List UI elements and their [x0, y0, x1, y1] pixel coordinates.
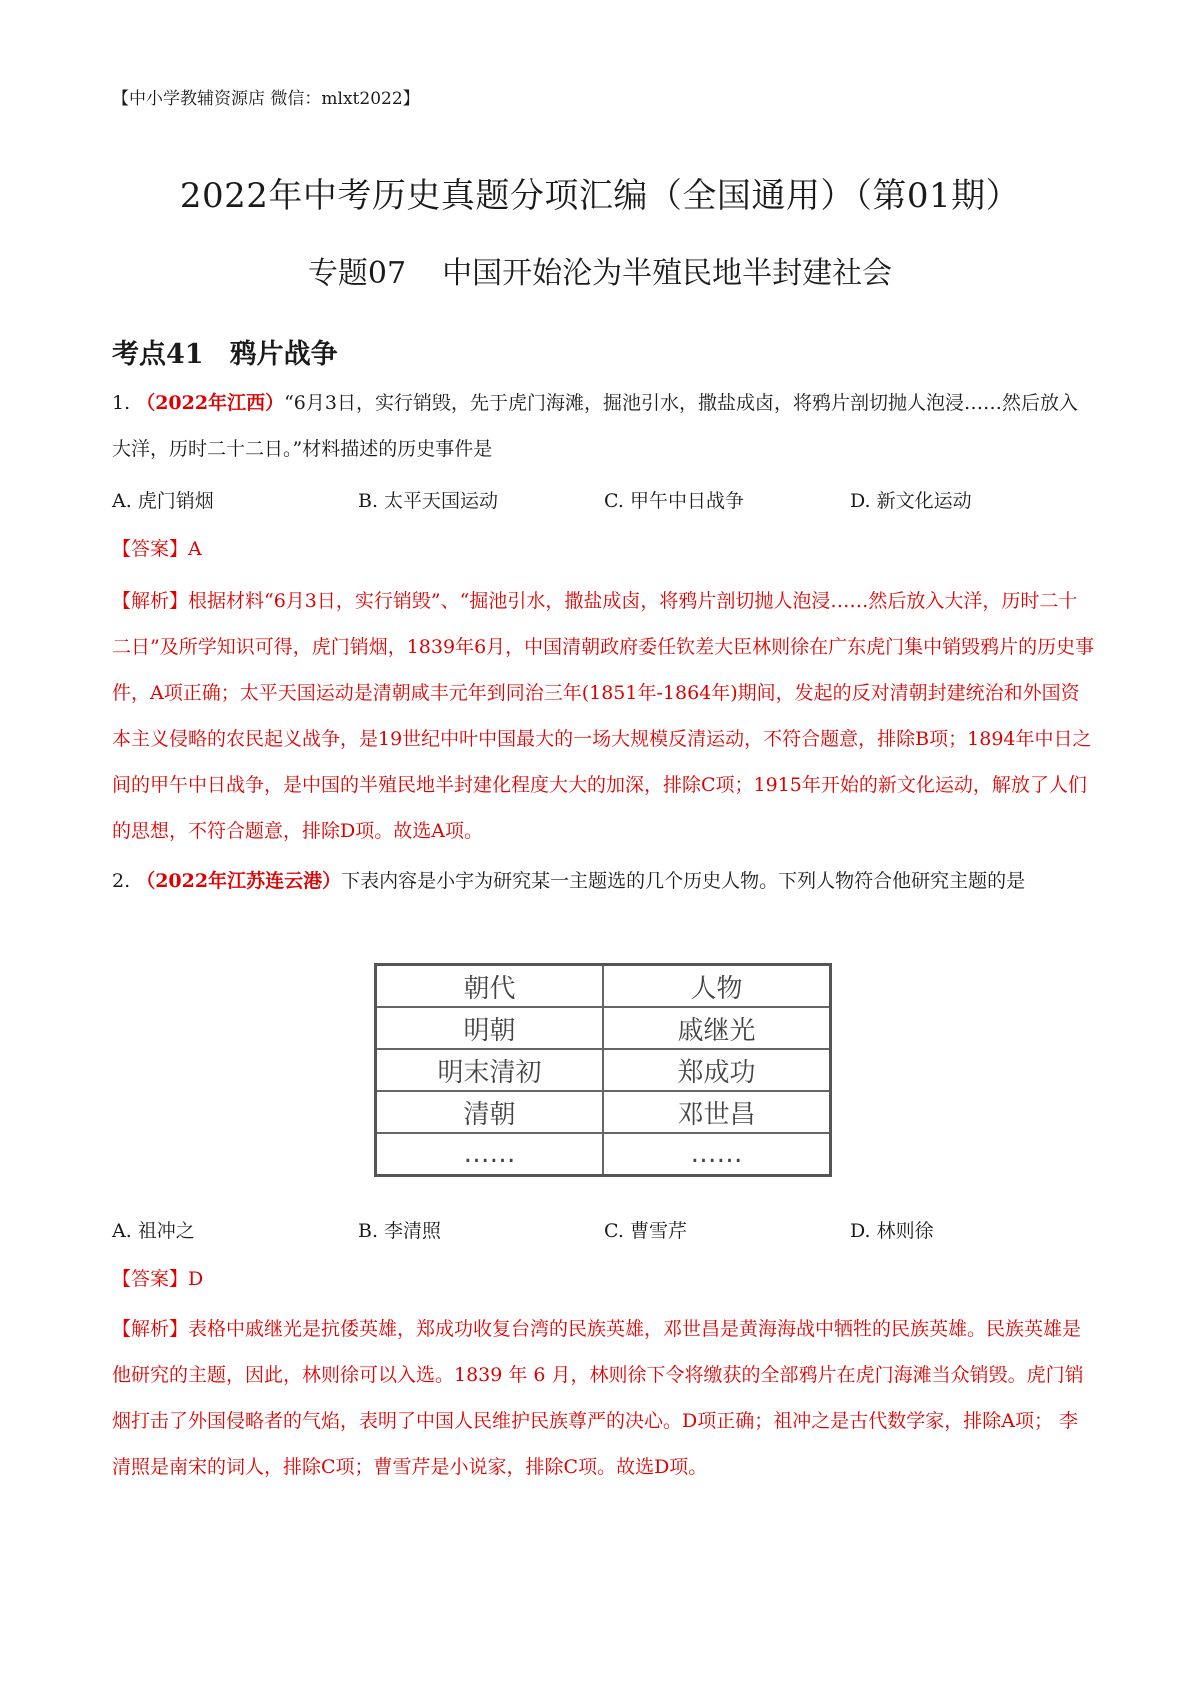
option-d: D. 林则徐 — [850, 1220, 934, 1242]
section-title: 鸦片战争 — [229, 339, 338, 370]
table-cell: 郑成功 — [603, 1049, 831, 1091]
table-cell: 戚继光 — [603, 1007, 831, 1049]
question-1-analysis: 【解析】根据材料“6月3日，实行销毁”、“掘池引水，撒盐成卤，将鸦片剖切抛人泡浸……然后放入大洋，历时二十二日”及所学知识可得，虎门销烟，1839年6月，中国清朝政府委任钦差大臣林则徐在广东虎门集中销毁鸦片的历史事件，A项正确；太平天国运动是清朝咸丰元年到同治三年(1851年-1864年)期间，发起的反对清朝封建统治和外国资本主义侵略的农民起义战争，是19世纪中叶中国最大的一场大规模反清运动，不符合题意，排除B项；1894年中日之间的甲午中日战争，是中国的半殖民地半封建化程度大大的加深，排除C项；1915年开始的新文化运动，解放了人们的思想，不符合题意，排除D项。故选A项。 — [112, 590, 1095, 842]
table-cell: 明末清初 — [376, 1049, 604, 1091]
table-row — [376, 1133, 831, 1176]
option-a: A. 虎门销烟 — [112, 490, 214, 512]
question-2-stem — [112, 858, 1096, 904]
section-heading — [112, 332, 338, 371]
table-cell: 清朝 — [376, 1091, 604, 1133]
question-source: （2022年江西） — [136, 392, 285, 414]
topic-heading — [0, 248, 1200, 292]
table-row — [376, 1049, 831, 1091]
question-text: 下表内容是小宇为研究某一主题选的几个历史人物。下列人物符合他研究主题的是 — [341, 870, 1026, 892]
question-number: 1. — [112, 392, 131, 414]
table-header-row — [376, 965, 831, 1008]
figures-table — [374, 963, 832, 1177]
option-c: C. 甲午中日战争 — [604, 490, 744, 512]
topic-title: 中国开始沦为半殖民地半封建社会 — [442, 256, 893, 291]
topic-number: 专题07 — [307, 256, 407, 291]
table-header-cell: 人物 — [603, 965, 831, 1008]
question-source: （2022年江苏连云港） — [136, 870, 342, 892]
header-note: 【中小学教辅资源店 微信：mlxt2022】 — [112, 89, 420, 109]
table-header-cell: 朝代 — [376, 965, 604, 1008]
option-a: A. 祖冲之 — [112, 1220, 195, 1242]
table-row — [376, 1007, 831, 1049]
table-cell: …… — [376, 1133, 604, 1176]
option-c: C. 曹雪芹 — [604, 1220, 687, 1242]
question-2-answer: 【答案】D — [112, 1268, 204, 1290]
question-text: “6月3日，实行销毁，先于虎门海滩，掘池引水，撒盐成卤，将鸦片剖切抛人泡浸……然后放入大洋，历时二十二日。”材料描述的历史事件是 — [112, 392, 1078, 460]
question-1-stem — [112, 380, 1096, 472]
table-cell: …… — [603, 1133, 831, 1176]
option-b: B. 太平天国运动 — [358, 490, 499, 512]
section-number: 考点41 — [112, 339, 204, 370]
table-cell: 邓世昌 — [603, 1091, 831, 1133]
table-row — [376, 1091, 831, 1133]
question-2-analysis: 【解析】表格中戚继光是抗倭英雄，郑成功收复台湾的民族英雄，邓世昌是黄海海战中牺牲的民族英雄。民族英雄是他研究的主题，因此，林则徐可以入选。1839 年 6 月，林则徐下令将缴获的全部鸦片在虎门海滩当众销毁。虎门销烟打击了外国侵略者的气焰，表明了中国人民维护民族尊严的决心。D项正确；祖冲之是古代数学家，排除A项； 李清照是南宋的词人，排除C项；曹雪芹是小说家，排除C项。故选D项。 — [112, 1318, 1084, 1478]
question-number: 2. — [112, 870, 131, 892]
document-title: 2022年中考历史真题分项汇编（全国通用）（第01期） — [179, 176, 1021, 216]
table-cell: 明朝 — [376, 1007, 604, 1049]
option-d: D. 新文化运动 — [850, 490, 972, 512]
option-b: B. 李清照 — [358, 1220, 442, 1242]
question-1-answer: 【答案】A — [112, 538, 202, 560]
